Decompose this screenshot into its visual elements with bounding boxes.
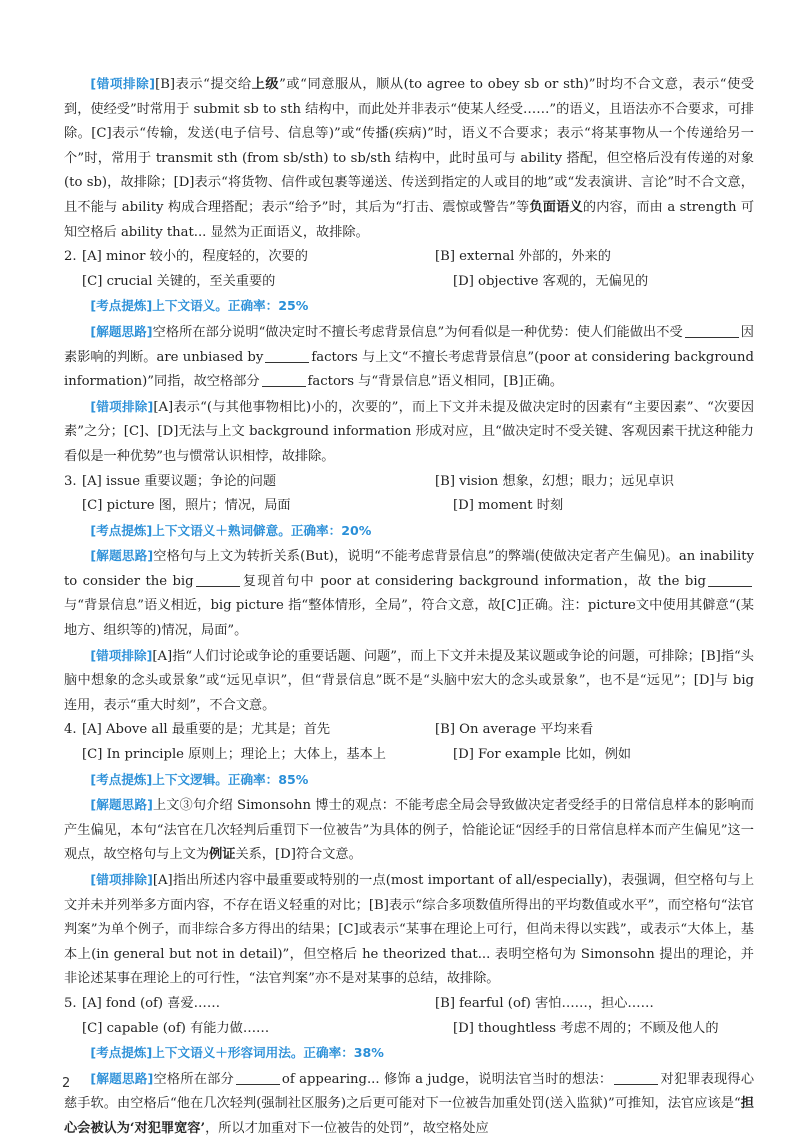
q2-solution: [解题思路]空格所在部分说明“做决定时不擅长考虑背景信息”为何看似是一种优势：使人们能做出不受 因素影响的判断。are unbiased by factors 与上文“不擅长考虑背景信息”(poor at considering background information)”同指，故空格部分 factors 与“背景信息”语义相同，[B]正确。	[64, 323, 754, 390]
question-number: 4.	[64, 722, 77, 738]
option-d: [D] thoughtless 考虑不周的；不顾及他人的	[453, 1020, 719, 1036]
option-c: [C] crucial 关键的，至关重要的	[82, 273, 276, 289]
option-d: [D] For example 比如，例如	[453, 747, 632, 763]
option-a: [A] Above all 最重要的是；尤其是；首先	[82, 722, 331, 738]
option-c: [C] picture 图，照片；情况，局面	[82, 498, 291, 514]
q3-solution: [解题思路]空格句与上文为转折关系(But)，说明“不能考虑背景信息”的弊端(使做决定者产生偏见)。an inability to consider the big 复现首句中 poor at considering background information，故 the big与“背景信息”语义相近，big picture 指“整体情形，全局”，符合文意，故[C]正确。注：picture文中使用其僻意“(某地方、组织等的)情况，局面”。	[64, 548, 754, 639]
q3-options-row-2	[64, 494, 754, 519]
q5-options-row-1	[64, 992, 754, 1017]
q5-solution: [解题思路]空格所在部分 of appearing... 修饰 a judge，说明法官当时的想法： 对犯罪表现得心慈手软。由空格后“他在几次轻判(强制社区服务)之后更可能对下一位被告加重处罚(送入监狱)”可推知，法官应该是“担心会被认为‘对犯罪宽容’，所以才加重对下一位被告的处罚”，故空格处应	[64, 1070, 755, 1136]
q5-key-point: [考点提炼]上下文语义＋形容词用法。正确率：38%	[90, 1045, 384, 1061]
blank-line	[262, 373, 306, 387]
q4-elimination: [错项排除][A]指出所述内容中最重要或特别的一点(most important of all/especially)，表强调，但空格句与上文并未并列举多方面内容，不存在语义轻重的对比；[B]表示“综合多项数值所得出的平均数值或水平”，而空格句“法官判案”为单个例子，而非综合多方得出的结果；[C]或表示“某事在理论上可行，但尚未得以实践”，或表示“大体上，基本上(in general but not in detail)”，但空格后 he theorized that... 表明空格句为 Simonsohn 提出的理论，并非论述某事在理论上的可行性，“法官判案”亦不是对某事的总结，故排除。	[64, 872, 755, 987]
q3-key-point: [考点提炼]上下文语义＋熟词僻意。正确率：20%	[90, 522, 372, 538]
q4-options-row-1	[64, 718, 754, 743]
option-a: [A] issue 重要议题；争论的问题	[82, 473, 277, 489]
blank-line	[236, 1071, 280, 1085]
option-b: [B] fearful (of) 害怕……，担心……	[435, 995, 654, 1011]
q3-options-row-1	[64, 470, 754, 495]
q2-options-row-1	[64, 245, 754, 270]
q2-elimination: [错项排除][A]表示“(与其他事物相比)小的，次要的”，而上下文并未提及做决定时的因素有“主要因素”、“次要因素”之分；[C]、[D]无法与上文 background information 形成对应，且“做决定时不受关键、客观因素干扰这种能力看似是一种优势”也与惯常认识相悖，故排除。	[64, 398, 755, 464]
document-body	[64, 72, 754, 1142]
blank-line	[614, 1071, 658, 1085]
elimination-tag: [错项排除]	[90, 76, 156, 91]
q5-options-row-2	[64, 1017, 754, 1042]
q4-options-row-2	[64, 743, 754, 768]
option-d: [D] objective 客观的，无偏见的	[453, 273, 649, 289]
q4-key-point: [考点提炼]上下文逻辑。正确率：85%	[90, 771, 309, 787]
option-a: [A] minor 较小的，程度轻的，次要的	[82, 249, 308, 265]
option-b: [B] On average 平均来看	[435, 722, 594, 738]
q3-elimination: [错项排除][A]指“人们讨论或争论的重要话题、问题”，而上下文并未提及某议题或争论的问题，可排除；[B]指“头脑中想象的念头或景象”或“远见卓识”，但“背景信息”既不是“头脑中宏大的念头或景象”，也不是“远见”；[D]与 big 连用，表示“重大时刻”，不合文意。	[64, 647, 754, 713]
q4-solution: [解题思路]上文③句介绍 Simonsohn 博士的观点：不能考虑全局会导致做决定者受经手的日常信息样本的影响而产生偏见，本句“法官在几次轻判后重罚下一位被告”为具体的例子，恰能论证“因经手的日常信息样本而产生偏见”这一观点，故空格句与上文为例证关系，[D]符合文意。	[64, 797, 755, 863]
option-c: [C] capable (of) 有能力做……	[82, 1020, 270, 1036]
q2-options-row-2	[64, 270, 754, 295]
blank-line	[265, 349, 309, 363]
question-number: 3.	[64, 473, 77, 489]
q2-key-point: [考点提炼]上下文语义。正确率：25%	[90, 298, 309, 314]
option-d: [D] moment 时刻	[453, 498, 564, 514]
option-b: [B] external 外部的，外来的	[435, 249, 611, 265]
question-number: 5.	[64, 995, 77, 1011]
option-c: [C] In principle 原则上；理论上；大体上，基本上	[82, 747, 386, 763]
blank-line	[196, 573, 240, 587]
blank-line	[708, 573, 752, 587]
option-a: [A] fond (of) 喜爱……	[82, 995, 221, 1011]
option-b: [B] vision 想象，幻想；眼力；远见卓识	[435, 473, 674, 489]
blank-line	[685, 324, 739, 338]
q1-elimination: [错项排除][B]表示“提交给上级”或“同意服从，顺从(to agree to obey sb or sth)”时均不合文意，表示“使受到，使经受”时常用于 submit sb to sth 结构中，而此处并非表示“使某人经受……”的语义，且语法亦不合要求，可排除。[C]表示“传输，发送(电子信号、信息等)”或“传播(疾病)”时，语义不合要求；表示“将某事物从一个传递给另一个”时，常用于 transmit sth (from sb/sth) to sb/sth 结构中，此时虽可与 ability 搭配，但空格后没有传递的对象(to sb)，故排除；[D]表示“将货物、信件或包裹等递送、传送到指定的人或目的地”或“发表演讲、言论”时不合文意，且不能与 ability 构成合理搭配；表示“给予”时，其后为“打击、震惊或警告”等负面语义的内容，而由 a strength 可知空格后 ability that... 显然为正面语义，故排除。	[64, 76, 755, 240]
question-number: 2.	[64, 249, 77, 265]
page-number: 2	[62, 1076, 71, 1091]
